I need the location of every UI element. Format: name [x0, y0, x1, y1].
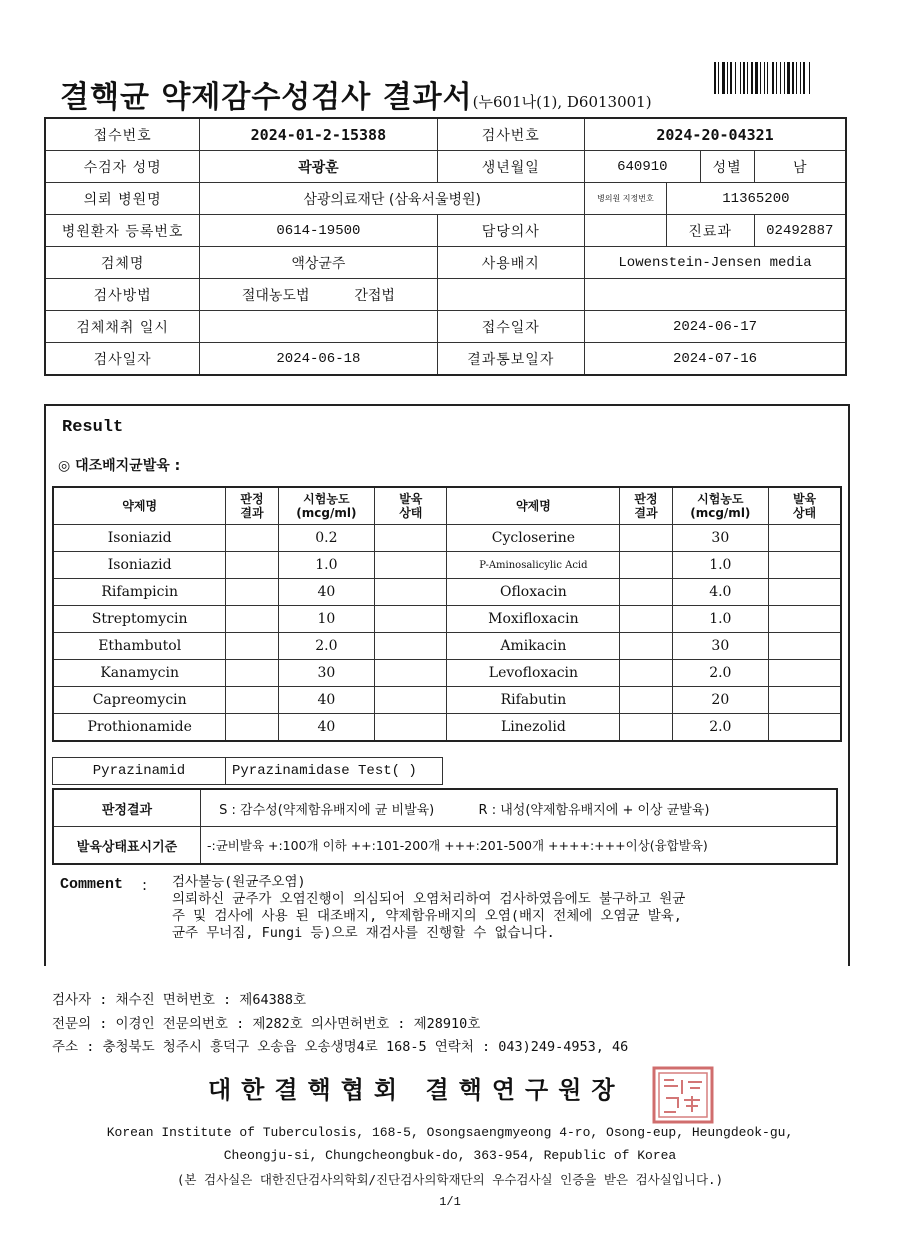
doctor-label: 담당의사 [437, 215, 585, 247]
col-conc: 시험농도 (mcg/ml) [278, 487, 374, 525]
drug-conc-cell: 30 [672, 633, 768, 660]
doctor-value [585, 215, 667, 247]
drug-conc-cell: 2.0 [278, 633, 374, 660]
col-conc: 시험농도 (mcg/ml) [672, 487, 768, 525]
drug-name-cell: Ofloxacin [447, 579, 620, 606]
drug-name-cell: Isoniazid [53, 552, 226, 579]
drug-judgment-cell [620, 687, 672, 714]
col-judgment: 판정 결과 [620, 487, 672, 525]
drug-growth-cell [769, 687, 841, 714]
pyrazinamide-row [52, 757, 443, 785]
empty-cell [437, 279, 585, 311]
drug-conc-cell: 4.0 [672, 579, 768, 606]
table-row [53, 789, 837, 827]
criteria-table [52, 788, 838, 865]
collect-date-value [200, 311, 437, 343]
specimen-label: 검체명 [45, 247, 200, 279]
table-row [53, 579, 841, 606]
barcode-icon [712, 62, 842, 102]
drug-judgment-cell [620, 579, 672, 606]
criteria-r: R : 내성(약제함유배지에 + 이상 균발육) [478, 802, 710, 818]
drug-judgment-cell [226, 714, 278, 742]
comment-line: 주 및 검사에 사용 된 대조배지, 약제함유배지의 오염(배지 전체에 오염균 발육, [172, 908, 682, 924]
table-row [53, 525, 841, 552]
col-drug: 약제명 [447, 487, 620, 525]
hospital-code-value: 11365200 [666, 183, 846, 215]
drug-name-cell: P-Aminosalicylic Acid [447, 552, 620, 579]
method-label: 검사방법 [45, 279, 200, 311]
document-title [60, 72, 652, 116]
drug-conc-cell: 30 [672, 525, 768, 552]
table-row [45, 183, 846, 215]
drug-growth-cell [375, 552, 447, 579]
pza-test: Pyrazinamidase Test( ) [226, 758, 443, 785]
hospital-value: 삼광의료재단 (삼육서울병원) [200, 183, 585, 215]
table-row [53, 633, 841, 660]
dept-label: 진료과 [666, 215, 754, 247]
col-growth: 발육 상태 [769, 487, 841, 525]
receipt-no-label: 접수번호 [45, 118, 200, 151]
drug-growth-cell [769, 525, 841, 552]
patient-reg-label: 병원환자 등록번호 [45, 215, 200, 247]
control-growth-label: ◎ 대조배지균발육 : [58, 458, 181, 474]
receipt-no-value: 2024-01-2-15388 [200, 118, 437, 151]
drug-conc-cell: 30 [278, 660, 374, 687]
drug-judgment-cell [226, 660, 278, 687]
drug-conc-cell: 1.0 [278, 552, 374, 579]
drug-judgment-cell [226, 579, 278, 606]
organization-name: 대한결핵협회 결핵연구원장 [208, 1075, 625, 1104]
drug-conc-cell: 40 [278, 714, 374, 742]
drug-growth-cell [769, 606, 841, 633]
birth-label: 생년월일 [437, 151, 585, 183]
drug-judgment-cell [226, 525, 278, 552]
title-code: (누601나(1), D6013001) [472, 93, 652, 111]
col-judgment: 판정 결과 [226, 487, 278, 525]
dept-value: 02492887 [754, 215, 846, 247]
table-row [45, 343, 846, 376]
drug-conc-cell: 10 [278, 606, 374, 633]
growth-criteria-label: 발육상태표시기준 [53, 827, 201, 865]
table-row [53, 687, 841, 714]
comment-colon: : [142, 876, 148, 894]
drug-name-cell: Kanamycin [53, 660, 226, 687]
hospital-label: 의뢰 병원명 [45, 183, 200, 215]
pza-name: Pyrazinamid [53, 758, 226, 785]
table-row [45, 247, 846, 279]
birth-value: 640910 [585, 151, 701, 183]
table-row [45, 279, 846, 311]
collect-date-label: 검체채취 일시 [45, 311, 200, 343]
drug-judgment-cell [620, 714, 672, 742]
drug-judgment-cell [620, 633, 672, 660]
method-absolute: 절대농도법 [241, 287, 310, 304]
method-indirect: 간접법 [354, 287, 395, 304]
drug-growth-cell [769, 552, 841, 579]
comment-line: 의뢰하신 균주가 오염진행이 의심되어 오염처리하여 검사하였음에도 불구하고 원균 [172, 891, 686, 907]
drug-name-cell: Isoniazid [53, 525, 226, 552]
drug-name-cell: Cycloserine [447, 525, 620, 552]
address-line: 주소 : 충청북도 청주시 흥덕구 오송읍 오송생명4로 168-5 연락처 : 043)249-4953, 46 [52, 1039, 629, 1055]
hospital-code-label: 병의원 지정번호 [585, 183, 667, 215]
patient-name-label: 수검자 성명 [45, 151, 200, 183]
media-label: 사용배지 [437, 247, 585, 279]
result-heading: Result [62, 418, 124, 437]
method-value [200, 279, 437, 311]
drug-conc-cell: 20 [672, 687, 768, 714]
drug-judgment-cell [226, 552, 278, 579]
table-row [45, 118, 846, 151]
drug-name-cell: Moxifloxacin [447, 606, 620, 633]
drug-growth-cell [375, 579, 447, 606]
drug-judgment-cell [226, 606, 278, 633]
drug-conc-cell: 2.0 [672, 714, 768, 742]
drug-name-cell: Streptomycin [53, 606, 226, 633]
drug-name-cell: Capreomycin [53, 687, 226, 714]
org-address-en-2: Cheongju-si, Chungcheongbuk-do, 363-954, Republic of Korea [223, 1148, 677, 1163]
drug-growth-cell [375, 606, 447, 633]
drug-judgment-cell [226, 633, 278, 660]
certification-note: (본 검사실은 대한진단검사의학회/진단검사의학재단의 우수검사실 인증을 받은 검사실입니다.) [176, 1172, 724, 1187]
criteria-s: S : 감수성(약제함유배지에 균 비발육) [219, 802, 435, 818]
col-drug: 약제명 [53, 487, 226, 525]
table-row [45, 215, 846, 247]
drug-judgment-cell [620, 660, 672, 687]
org-address-en-1: Korean Institute of Tuberculosis, 168-5, Osongsaengmyeong 4-ro, Osong-eup, Heungdeok-gu, [106, 1125, 794, 1140]
drug-conc-cell: 1.0 [672, 606, 768, 633]
sex-label: 성별 [700, 151, 754, 183]
test-date-value: 2024-06-18 [200, 343, 437, 376]
table-row [53, 552, 841, 579]
comment-line: 검사불능(원균주오염) [172, 874, 306, 890]
test-no-label: 검사번호 [437, 118, 585, 151]
drug-growth-cell [375, 714, 447, 742]
table-row [53, 827, 837, 865]
table-row [53, 758, 443, 785]
report-date-value: 2024-07-16 [585, 343, 846, 376]
criteria-text [201, 789, 838, 827]
table-row [45, 151, 846, 183]
drug-conc-cell: 2.0 [672, 660, 768, 687]
specialist-line: 전문의 : 이경인 전문의번호 : 제282호 의사면허번호 : 제28910호 [52, 1016, 481, 1032]
drug-name-cell: Levofloxacin [447, 660, 620, 687]
comment-line: 균주 무너짐, Fungi 등)으로 재검사를 진행할 수 없습니다. [172, 925, 555, 941]
drug-growth-cell [769, 633, 841, 660]
growth-criteria-text: -:균비발육 +:100개 이하 ++:101-200개 +++:201-500개 ++++:+++이상(융합발육) [201, 827, 838, 865]
table-row [53, 714, 841, 742]
table-row [53, 660, 841, 687]
drug-growth-cell [375, 633, 447, 660]
empty-cell [585, 279, 846, 311]
table-row [53, 606, 841, 633]
page-number: 1/1 [439, 1195, 461, 1209]
drug-susceptibility-table [52, 486, 842, 742]
drug-conc-cell: 1.0 [672, 552, 768, 579]
receive-date-value: 2024-06-17 [585, 311, 846, 343]
drug-name-cell: Prothionamide [53, 714, 226, 742]
media-value: Lowenstein-Jensen media [585, 247, 846, 279]
receive-date-label: 접수일자 [437, 311, 585, 343]
report-date-label: 결과통보일자 [437, 343, 585, 376]
drug-conc-cell: 40 [278, 579, 374, 606]
comment-label: Comment [60, 876, 124, 893]
drug-judgment-cell [226, 687, 278, 714]
drug-judgment-cell [620, 606, 672, 633]
official-seal-icon [652, 1066, 714, 1124]
drug-growth-cell [375, 660, 447, 687]
drug-growth-cell [375, 525, 447, 552]
test-no-value: 2024-20-04321 [585, 118, 846, 151]
title-main: 결핵균 약제감수성검사 결과서 [60, 80, 473, 115]
drug-name-cell: Ethambutol [53, 633, 226, 660]
specimen-value: 액상균주 [200, 247, 437, 279]
drug-growth-cell [769, 660, 841, 687]
drug-name-cell: Amikacin [447, 633, 620, 660]
patient-reg-value: 0614-19500 [200, 215, 437, 247]
drug-name-cell: Rifabutin [447, 687, 620, 714]
table-row [45, 311, 846, 343]
drug-growth-cell [769, 714, 841, 742]
examiner-line: 검사자 : 채수진 면허번호 : 제64388호 [52, 992, 307, 1008]
drug-judgment-cell [620, 552, 672, 579]
drug-conc-cell: 0.2 [278, 525, 374, 552]
drug-conc-cell: 40 [278, 687, 374, 714]
patient-name-value: 곽광훈 [200, 151, 437, 183]
patient-info-table [44, 117, 847, 376]
table-header-row [53, 487, 841, 525]
drug-growth-cell [375, 687, 447, 714]
drug-name-cell: Rifampicin [53, 579, 226, 606]
col-growth: 발육 상태 [375, 487, 447, 525]
sex-value: 남 [754, 151, 846, 183]
drug-judgment-cell [620, 525, 672, 552]
criteria-label: 판정결과 [53, 789, 201, 827]
drug-name-cell: Linezolid [447, 714, 620, 742]
drug-growth-cell [769, 579, 841, 606]
test-date-label: 검사일자 [45, 343, 200, 376]
comment-text [172, 874, 832, 942]
